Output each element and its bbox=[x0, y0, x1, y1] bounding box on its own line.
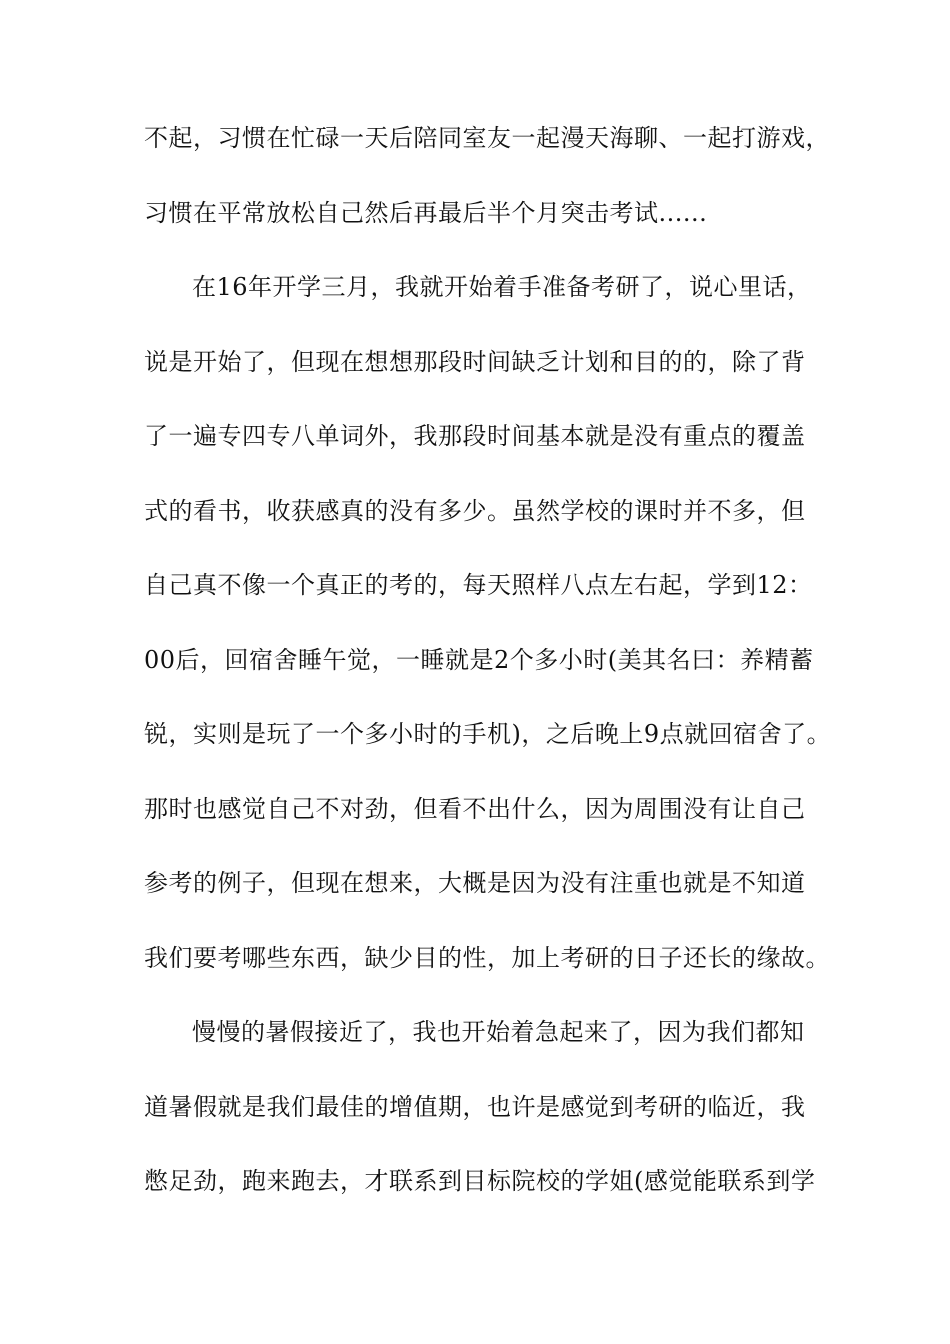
text-line: 参考的例子，但现在想来，大概是因为没有注重也就是不知道 bbox=[144, 869, 806, 897]
text-line: 说是开始了，但现在想想那段时间缺乏计划和目的的，除了背 bbox=[144, 347, 806, 376]
text-line: 习惯在平常放松自己然后再最后半个月突击考试...... bbox=[144, 198, 708, 227]
body-text bbox=[144, 124, 832, 1242]
text-line: 不起，习惯在忙碌一天后陪同室友一起漫天海聊、一起打游戏， bbox=[144, 124, 830, 152]
text-line: 式的看书，收获感真的没有多少。虽然学校的课时并不多，但 bbox=[144, 496, 806, 525]
text-line: 在16年开学三月，我就开始着手准备考研了，说心里话， bbox=[192, 273, 812, 301]
text-line: 慢慢的暑假接近了，我也开始着急起来了，因为我们都知 bbox=[192, 1018, 805, 1046]
text-line: 自己真不像一个真正的考的，每天照样八点左右起，学到12： bbox=[144, 571, 813, 599]
text-line: 锐，实则是玩了一个多小时的手机)，之后晚上9点就回宿舍了。 bbox=[144, 720, 832, 748]
text-line: 00后，回宿舍睡午觉，一睡就是2个多小时(美其名曰：养精蓄 bbox=[144, 645, 814, 674]
text-line: 我们要考哪些东西，缺少目的性，加上考研的日子还长的缘故。 bbox=[144, 943, 830, 972]
text-line: 那时也感觉自己不对劲，但看不出什么，因为周围没有让自己 bbox=[144, 794, 806, 823]
text-line: 道暑假就是我们最佳的增值期，也许是感觉到考研的临近，我 bbox=[144, 1092, 806, 1121]
text-line: 了一遍专四专八单词外，我那段时间基本就是没有重点的覆盖 bbox=[144, 422, 806, 450]
text-line: 憋足劲，跑来跑去，才联系到目标院校的学姐(感觉能联系到学 bbox=[144, 1167, 816, 1195]
